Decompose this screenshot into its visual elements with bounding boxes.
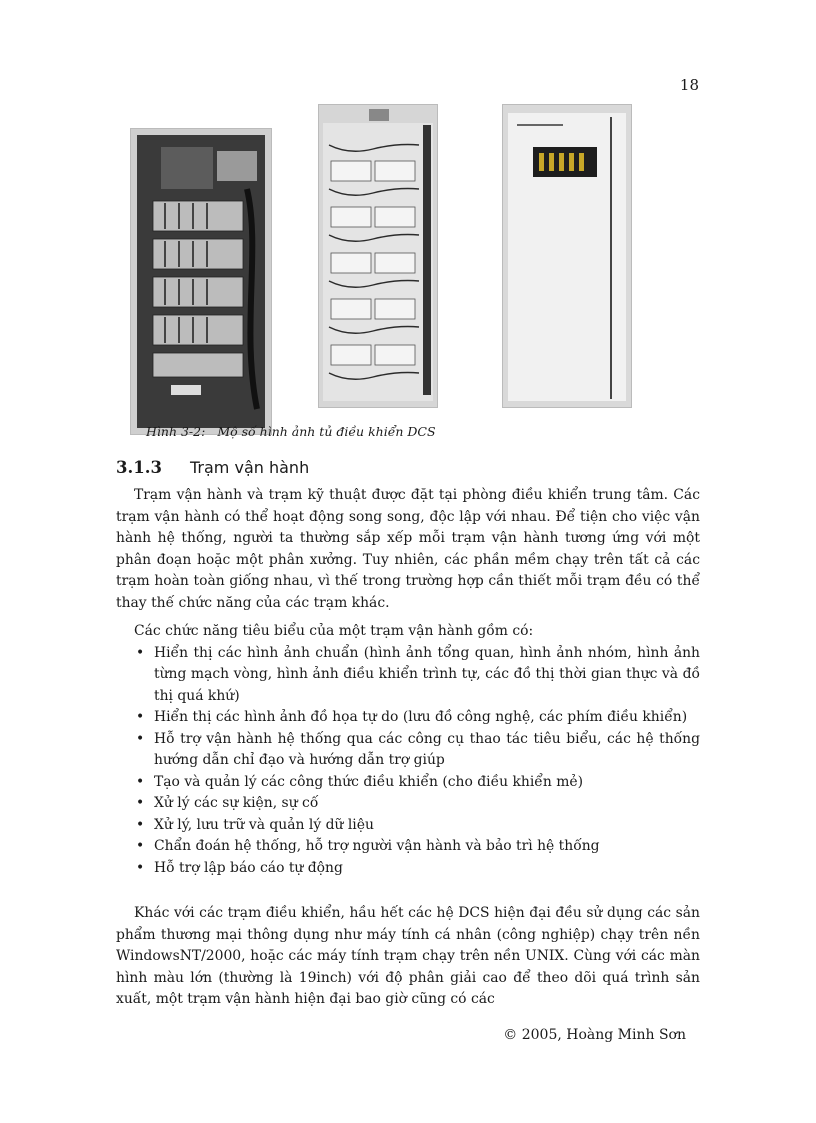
functions-intro: Các chức năng tiêu biểu của một trạm vận hành gồm có: [134, 623, 534, 639]
list-item: • Xử lý, lưu trữ và quản lý dữ liệu [116, 815, 700, 837]
list-item: • Hỗ trợ lập báo cáo tự động [116, 858, 700, 880]
list-item: • Xử lý các sự kiện, sự cố [116, 793, 700, 815]
section-number: 3.1.3 [116, 458, 162, 477]
functions-block [116, 621, 700, 879]
list-item: • Hiển thị các hình ảnh đồ họa tự do (lưu đồ công nghệ, các phím điều khiển) [116, 707, 700, 729]
paragraph-text: Trạm vận hành và trạm kỹ thuật được đặt tại phòng điều khiển trung tâm. Các trạm vận hành có thể hoạt động song song, độc lập với nhau. Để tiện cho việc vận hành hệ thống, người ta thường sắp xếp mỗi trạm vận hành tương ứng với một phân đoạn hoặc một phân xưởng. Tuy nhiên, các phần mềm chạy trên tất cả các trạm hoàn toàn giống nhau, vì thế trong trường hợp cần thiết mỗi trạm đều có thể thay thế chức năng của các trạm khác. [116, 487, 700, 611]
section-heading [116, 458, 309, 477]
paragraph-3 [116, 903, 700, 1011]
list-item: • Tạo và quản lý các công thức điều khiển (cho điều khiển mẻ) [116, 772, 700, 794]
dcs-cabinet-modules-icon [130, 128, 272, 435]
functions-list [116, 643, 700, 880]
footer-copyright: © 2005, Hoàng Minh Sơn [503, 1027, 686, 1043]
section-title: Trạm vận hành [190, 458, 310, 477]
list-item: • Hiển thị các hình ảnh chuẩn (hình ảnh tổng quan, hình ảnh nhóm, hình ảnh từng mạch vòng, hình ảnh điều khiển trình tự, các đồ thị thời gian thực và đồ thị quá khứ) [116, 643, 700, 708]
paragraph-text: Khác với các trạm điều khiển, hầu hết các hệ DCS hiện đại đều sử dụng các sản phẩm thương mại thông dụng như máy tính cá nhân (công nghiệp) chạy trên nền WindowsNT/2000, hoặc các máy tính trạm chạy trên nền UNIX. Cùng với các màn hình màu lớn (thường là 19inch) với độ phân giải cao để theo dõi quá trình sản xuất, một trạm vận hành hiện đại bao giờ cũng có các [116, 905, 700, 1007]
page-number: 18 [679, 76, 699, 94]
list-item: • Chẩn đoán hệ thống, hỗ trợ người vận hành và bảo trì hệ thống [116, 836, 700, 858]
figure-caption-text: Mộ số hình ảnh tủ điều khiển DCS [217, 424, 436, 439]
paragraph-1 [116, 485, 700, 614]
list-item: • Hỗ trợ vận hành hệ thống qua các công cụ thao tác tiêu biểu, các hệ thống hướng dẫn chỉ đạo và hướng dẫn trợ giúp [116, 729, 700, 772]
dcs-cabinet-wiring-icon [318, 104, 438, 408]
figure-label: Hình 3-2: [146, 424, 206, 439]
figure-caption [146, 424, 436, 439]
dcs-cabinet-controller-icon [502, 104, 632, 408]
